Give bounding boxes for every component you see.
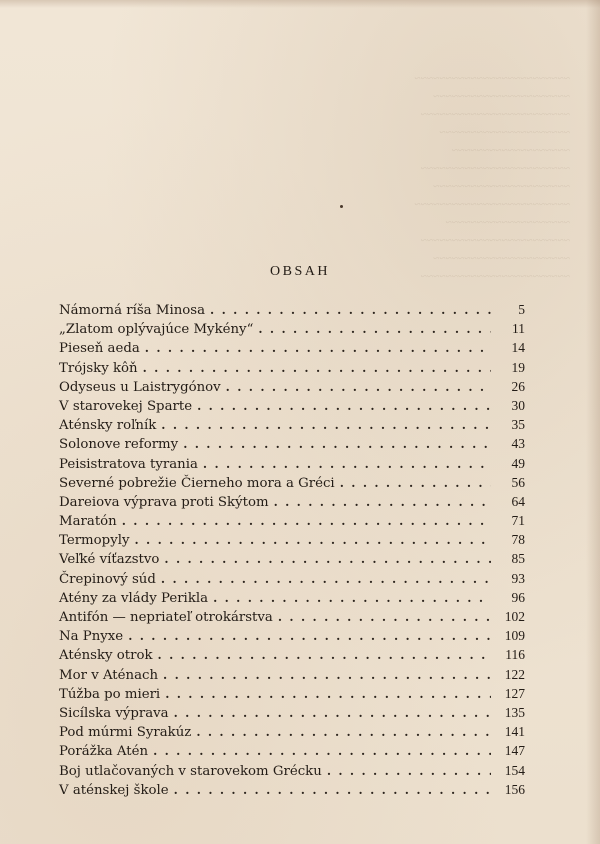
toc-dot-leader [213, 589, 491, 608]
toc-entry [59, 741, 525, 760]
toc-entry-page-number: 127 [504, 685, 525, 701]
toc-dot-leader [258, 320, 491, 339]
toc-entry-title: Porážka Atén [59, 744, 149, 760]
toc-dot-leader [161, 416, 491, 435]
toc-dot-leader [163, 666, 491, 685]
toc-dot-leader [165, 685, 491, 704]
toc-entry-page-number: 116 [505, 647, 525, 663]
toc-entry-page-number: 156 [504, 781, 525, 797]
toc-entry-page-number: 154 [504, 762, 525, 778]
toc-entry-page-number: 11 [512, 321, 525, 337]
toc-entry-page-number: 49 [511, 455, 525, 471]
toc-entry [59, 358, 525, 377]
toc-entry [59, 549, 525, 568]
page-top-edge-shadow [0, 0, 600, 8]
toc-entry [59, 338, 525, 357]
toc-entry-page-number: 135 [504, 704, 525, 720]
toc-entry [59, 703, 525, 722]
toc-entry-title: Aténsky roľník [59, 418, 157, 434]
toc-dot-leader [145, 339, 491, 358]
toc-entry-page-number: 102 [504, 609, 525, 624]
toc-entry-page-number: 14 [511, 340, 525, 356]
toc-entry-title: Na Pnyxe [59, 629, 124, 645]
toc-dot-leader [174, 781, 491, 800]
toc-entry-page-number: 64 [511, 493, 525, 509]
toc-entry-page-number: 78 [511, 532, 525, 548]
toc-entry-title: Pod múrmi Syrakúz [59, 725, 192, 741]
toc-entry-page-number: 26 [511, 378, 525, 394]
toc-dot-leader [278, 608, 491, 627]
toc-entry-page-number: 71 [511, 513, 525, 529]
toc-entry-title: „Zlatom oplývajúce Mykény“ [59, 322, 254, 338]
toc-dot-leader [274, 493, 491, 512]
toc-entry [59, 473, 525, 492]
table-of-contents [59, 300, 525, 799]
toc-entry-page-number: 19 [511, 359, 525, 375]
toc-entry-title: Mor v Aténach [59, 667, 159, 683]
toc-dot-leader [161, 570, 491, 589]
toc-entry-title: Atény za vlády Perikla [59, 590, 209, 606]
toc-entry-title: Peisistratova tyrania [59, 456, 198, 472]
toc-entry-page-number: 85 [511, 551, 525, 567]
toc-dot-leader [143, 359, 491, 378]
toc-entry [59, 300, 525, 319]
toc-dot-leader [197, 397, 491, 416]
toc-entry [59, 454, 525, 473]
toc-dot-leader [174, 704, 491, 723]
toc-entry [59, 665, 525, 684]
toc-entry-page-number: 109 [504, 628, 525, 644]
toc-entry-page-number: 56 [511, 474, 525, 490]
toc-entry-page-number: 96 [511, 589, 525, 605]
toc-dot-leader [122, 512, 491, 531]
toc-entry [59, 415, 525, 434]
toc-entry [59, 569, 525, 588]
toc-entry [59, 530, 525, 549]
toc-entry [59, 780, 525, 799]
toc-entry [59, 761, 525, 780]
toc-entry [59, 434, 525, 453]
toc-entry-title: V starovekej Sparte [59, 398, 193, 414]
toc-entry-page-number: 35 [511, 417, 525, 433]
toc-entry [59, 492, 525, 511]
toc-dot-leader [128, 627, 491, 646]
toc-entry-page-number: 93 [511, 570, 525, 586]
toc-entry-title: Odyseus u Laistrygónov [59, 379, 221, 395]
toc-entry-title: Boj utlačovaných v starovekom Grécku [59, 763, 322, 779]
toc-entry-title: Dareiova výprava proti Skýtom [59, 494, 269, 510]
toc-entry-page-number: 122 [504, 666, 525, 682]
toc-entry-page-number: 30 [511, 397, 525, 413]
toc-entry-title: Veľké víťazstvo [59, 552, 160, 568]
bleed-through-texture: ~~~~~~~~~~~~~~~~~~~~~~~~~ ~~~~~~~~~~~~~~~~~~~~~~ ~~~~~~~~~~~~~~~~~~~~~~~~ ~~~~~~~~~~~~~~~~~~~~~ ~~~~~~~~~~~~~~~~~~~ ~~~~~~~~~~~~~~~~~~~~~~~~ ~~~~~~~~~~~~~~~~~~~~~~ ~~~~~~~~~~~~~~~~~~~~~~~~~ ~~~~~~~~~~~~~~~~~~~~ ~~~~~~~~~~~~~~~~~~~~~~~~ ~~~~~~~~~~~~~~~~~~~~~~ ~~~~~~~~~~~~~~~~~~~~~~~~ [414, 73, 570, 283]
toc-entry-title: Trójsky kôň [59, 360, 138, 376]
toc-dot-leader [210, 301, 491, 320]
toc-entry-title: Pieseň aeda [59, 341, 140, 357]
toc-entry-title: Solonove reformy [59, 437, 179, 453]
toc-entry [59, 511, 525, 530]
toc-dot-leader [164, 550, 491, 569]
toc-dot-leader [158, 646, 491, 665]
toc-entry-title: Antifón — nepriateľ otrokárstva [59, 610, 273, 625]
toc-dot-leader [196, 723, 491, 742]
toc-dot-leader [327, 762, 491, 781]
toc-entry-title: Námorná ríša Minosa [59, 303, 206, 318]
toc-entry-title: Sicílska výprava [59, 705, 169, 721]
toc-dot-leader [183, 435, 491, 454]
toc-entry [59, 722, 525, 741]
toc-entry-page-number: 147 [504, 743, 525, 759]
toc-dot-leader [134, 531, 491, 550]
toc-entry [59, 645, 525, 664]
toc-entry-title: Túžba po mieri [59, 686, 161, 702]
page-title: OBSAH [270, 264, 330, 279]
toc-entry-page-number: 141 [504, 724, 525, 740]
toc-entry-title: Termopyly [59, 533, 130, 549]
toc-entry [59, 626, 525, 645]
toc-dot-leader [226, 378, 491, 397]
toc-entry [59, 684, 525, 703]
ink-speck [340, 205, 343, 208]
toc-entry-title: Maratón [59, 514, 117, 530]
toc-entry-title: V aténskej škole [59, 782, 169, 798]
toc-entry-title: Črepinový súd [59, 571, 156, 587]
toc-entry [59, 588, 525, 607]
toc-dot-leader [340, 474, 491, 493]
toc-entry [59, 607, 525, 626]
toc-entry [59, 319, 525, 338]
toc-entry-page-number: 5 [518, 302, 525, 317]
toc-entry [59, 396, 525, 415]
toc-dot-leader [153, 742, 491, 761]
toc-entry-title: Aténsky otrok [59, 648, 153, 664]
page-spine-shadow [586, 0, 600, 844]
toc-entry [59, 377, 525, 396]
toc-dot-leader [203, 455, 491, 474]
toc-entry-title: Severné pobrežie Čierneho mora a Gréci [59, 475, 335, 491]
toc-entry-page-number: 43 [511, 436, 525, 452]
